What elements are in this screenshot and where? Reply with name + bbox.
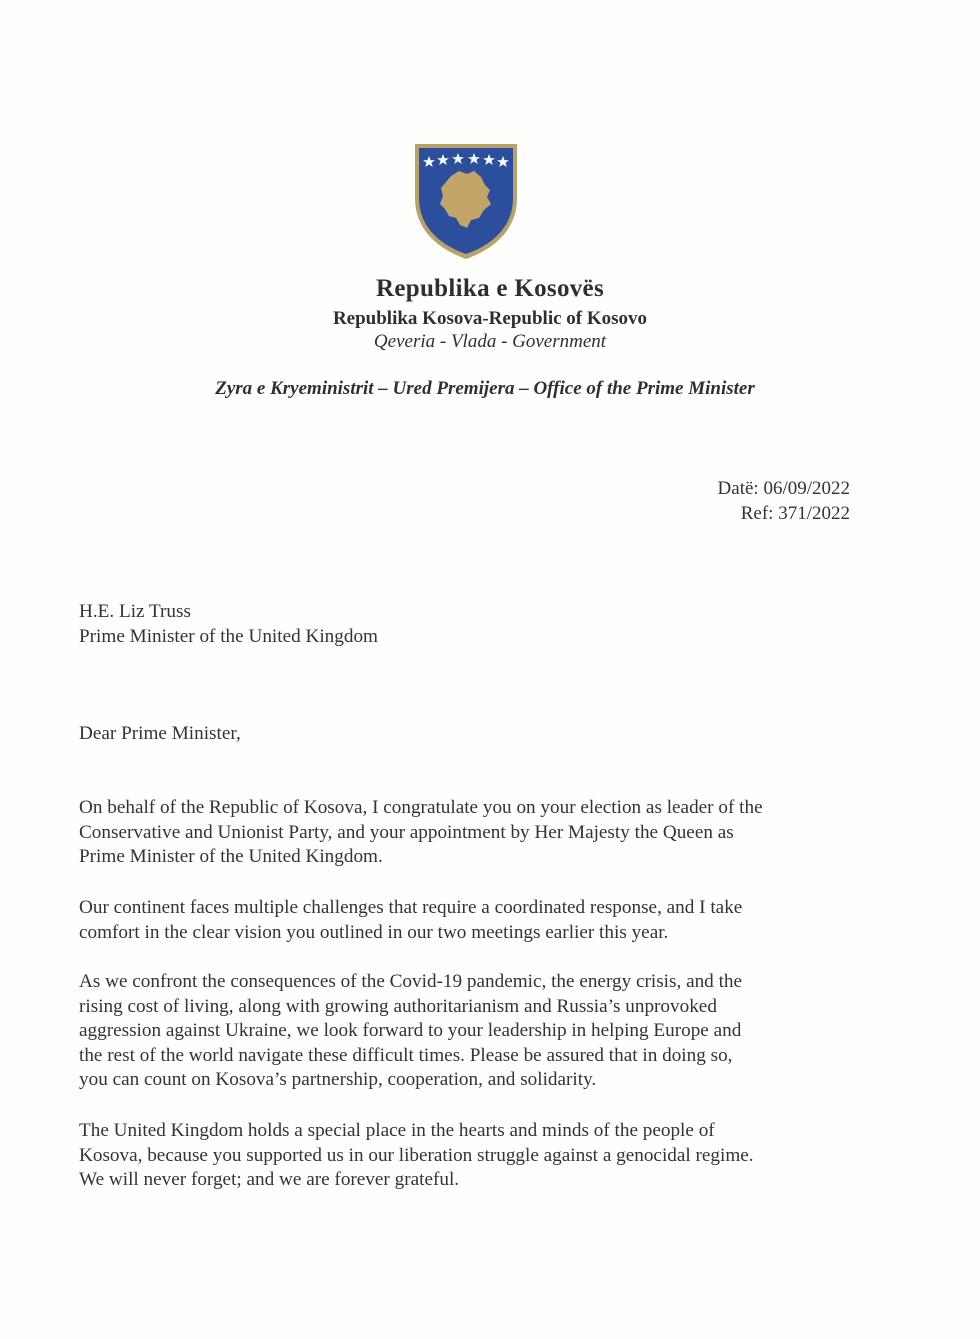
paragraph-line: you can count on Kosova’s partnership, cooperation, and solidarity. xyxy=(79,1069,597,1091)
paragraph-line: aggression against Ukraine, we look forward to your leadership in helping Europe and xyxy=(79,1020,742,1042)
letterhead-office: Zyra e Kryeministrit – Ured Premijera – Office of the Prime Minister xyxy=(215,378,755,399)
letter-date: Datë: 06/09/2022 xyxy=(717,478,850,499)
letterhead-country: Republika e Kosovës xyxy=(376,275,604,302)
paragraph-line: rising cost of living, along with growing authoritarianism and Russia’s unprovoked xyxy=(79,995,717,1017)
letterhead-country-alt: Republika Kosova-Republic of Kosovo xyxy=(332,308,648,329)
kosovo-coat-of-arms-icon xyxy=(411,140,521,262)
paragraph-line: the rest of the world navigate these difficult times. Please be assured that in doing so, xyxy=(79,1044,733,1066)
body-paragraph xyxy=(79,970,879,1093)
paragraph-line: Kosova, because you supported us in our liberation struggle against a genocidal regime. xyxy=(79,1144,754,1166)
paragraph-line: The United Kingdom holds a special place in the hearts and minds of the people of xyxy=(79,1120,715,1141)
paragraph-line: Our continent faces multiple challenges that require a coordinated response, and I take xyxy=(79,897,743,918)
paragraph-line: Conservative and Unionist Party, and your appointment by Her Majesty the Queen as xyxy=(79,821,734,843)
body-paragraph xyxy=(79,896,879,945)
paragraph-line: As we confront the consequences of the Covid-19 pandemic, the energy crisis, and the xyxy=(79,971,743,992)
letter-reference: Ref: 371/2022 xyxy=(740,503,850,524)
body-paragraph xyxy=(79,1119,879,1193)
paragraph-line: We will never forget; and we are forever grateful. xyxy=(79,1169,460,1191)
paragraph-line: Prime Minister of the United Kingdom. xyxy=(79,846,383,868)
paragraph-line: comfort in the clear vision you outlined in our two meetings earlier this year. xyxy=(79,921,669,943)
recipient-block xyxy=(79,600,879,649)
salutation: Dear Prime Minister, xyxy=(79,723,241,744)
paragraph-line: On behalf of the Republic of Kosova, I congratulate you on your election as leader of the xyxy=(79,797,763,818)
recipient-name: H.E. Liz Truss xyxy=(79,601,191,622)
body-paragraph xyxy=(79,796,879,870)
letterhead-government: Qeveria - Vlada - Government xyxy=(373,331,607,352)
recipient-title: Prime Minister of the United Kingdom xyxy=(79,625,378,647)
